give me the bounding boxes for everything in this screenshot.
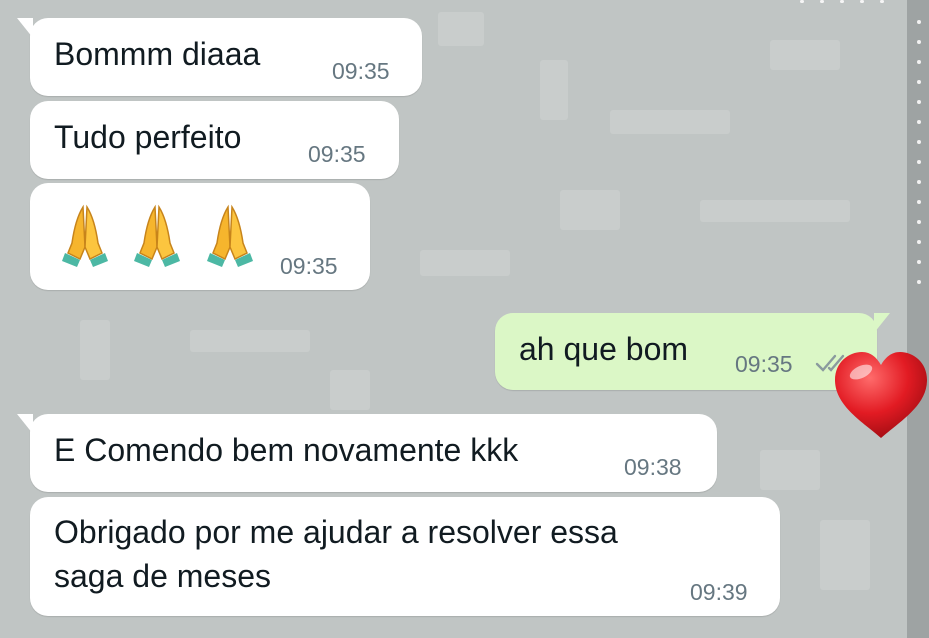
edge-dot xyxy=(840,0,844,3)
incoming-emoji-message[interactable] xyxy=(30,183,370,290)
message-time: 09:35 xyxy=(280,253,338,279)
wallpaper-doodle xyxy=(560,190,620,230)
heart-reaction-icon[interactable] xyxy=(833,350,929,442)
edge-dot xyxy=(917,260,921,264)
wallpaper-doodle xyxy=(610,110,730,134)
wallpaper-doodle xyxy=(438,12,484,46)
edge-dot xyxy=(917,160,921,164)
edge-dot xyxy=(917,60,921,64)
edge-dot xyxy=(880,0,884,3)
incoming-message[interactable] xyxy=(30,414,717,492)
edge-dot xyxy=(860,0,864,3)
edge-dot xyxy=(917,180,921,184)
edge-dot xyxy=(917,200,921,204)
incoming-message[interactable] xyxy=(30,18,422,96)
wallpaper-doodle xyxy=(420,250,510,276)
edge-dot xyxy=(917,280,921,284)
wallpaper-doodle xyxy=(700,200,850,222)
folded-hands-icon xyxy=(207,203,253,267)
wallpaper-doodle xyxy=(820,520,870,590)
wallpaper-doodle xyxy=(770,40,840,70)
message-time: 09:35 xyxy=(735,351,793,377)
edge-dot xyxy=(917,140,921,144)
wallpaper-doodle xyxy=(80,320,110,380)
emoji-row xyxy=(62,203,275,267)
bubble-tail xyxy=(874,313,890,333)
edge-dot xyxy=(917,20,921,24)
edge-dot xyxy=(917,120,921,124)
message-time: 09:38 xyxy=(624,454,682,480)
message-text-line: saga de meses xyxy=(54,558,272,594)
message-time: 09:35 xyxy=(332,58,390,84)
bubble-tail xyxy=(17,414,33,434)
edge-dot xyxy=(800,0,804,3)
edge-dot xyxy=(917,240,921,244)
folded-hands-icon xyxy=(62,203,108,267)
wallpaper-doodle xyxy=(330,370,370,410)
wallpaper-doodle xyxy=(190,330,310,352)
incoming-message[interactable] xyxy=(30,497,780,616)
message-text: ah que bom xyxy=(519,331,689,367)
wallpaper-doodle xyxy=(540,60,568,120)
edge-dot xyxy=(917,40,921,44)
edge-dot xyxy=(820,0,824,3)
wallpaper-doodle xyxy=(760,450,820,490)
message-text: Tudo perfeito xyxy=(54,119,242,155)
message-time: 09:39 xyxy=(690,579,748,605)
incoming-message[interactable] xyxy=(30,101,399,179)
edge-dot xyxy=(917,100,921,104)
message-text: E Comendo bem novamente kkk xyxy=(54,432,519,468)
edge-dot xyxy=(917,220,921,224)
message-text-line: Obrigado por me ajudar a resolver essa xyxy=(54,514,618,550)
message-time: 09:35 xyxy=(308,141,366,167)
folded-hands-icon xyxy=(134,203,180,267)
bubble-tail xyxy=(17,18,33,38)
outgoing-message[interactable] xyxy=(495,313,877,390)
message-text: Bommm diaaa xyxy=(54,36,261,72)
edge-dot xyxy=(917,80,921,84)
screen-edge-strip xyxy=(907,0,929,638)
